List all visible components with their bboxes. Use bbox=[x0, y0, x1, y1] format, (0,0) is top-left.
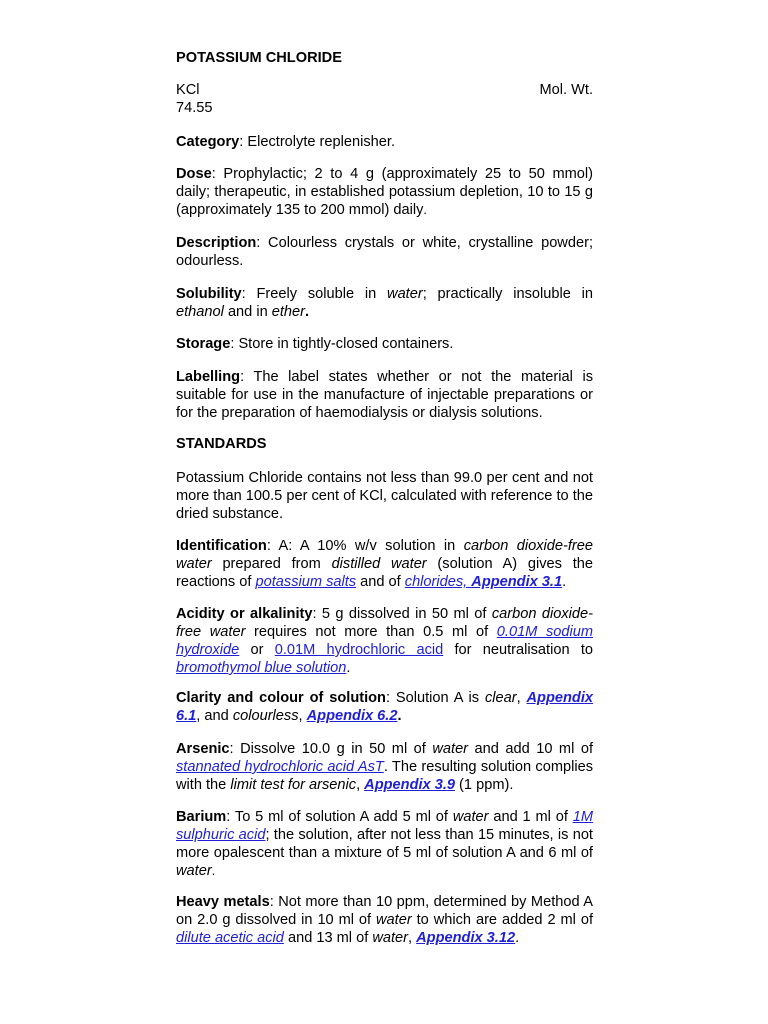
sulphuric-acid-link[interactable]: 1M sulphuric acid bbox=[176, 809, 594, 843]
barium-text: ; the solution, after not less than 15 minutes, is not more opalescent than a mixture of 5 ml of solution A and 6 ml of bbox=[176, 827, 593, 861]
acidity-text: for neutralisation to bbox=[443, 642, 593, 658]
acidity-text: : 5 g dissolved in 50 ml of bbox=[312, 606, 492, 622]
arsenic-text: , bbox=[356, 777, 365, 793]
solubility-section bbox=[176, 285, 593, 321]
storage-label: Storage bbox=[176, 336, 231, 352]
arsenic-text: and add 10 ml of bbox=[468, 741, 593, 757]
labelling-text: : The label states whether or not the material is suitable for use in the manufacture of injectable preparations or for the preparation of haemodialysis or dialysis solutions. bbox=[176, 369, 593, 421]
category-label: Category bbox=[176, 134, 240, 150]
solubility-text: and in bbox=[223, 304, 272, 320]
storage-section bbox=[176, 335, 593, 353]
stannated-hcl-link[interactable]: stannated hydrochloric acid AsT bbox=[176, 759, 384, 775]
heavy-metals-text: : Not more than 10 ppm, determined by Method A on 2.0 g dissolved in 10 ml of bbox=[176, 894, 593, 928]
barium-text: . bbox=[211, 864, 216, 878]
dose-end: . bbox=[423, 203, 427, 217]
identification-section bbox=[176, 537, 593, 591]
mol-wt-label: Mol. Wt. bbox=[539, 82, 593, 98]
clarity-clear: clear bbox=[484, 690, 517, 706]
acidity-label: Acidity or alkalinity bbox=[176, 606, 313, 622]
clarity-text: . bbox=[397, 708, 402, 724]
acidity-section bbox=[176, 605, 593, 677]
hydrochloric-acid-link[interactable]: 0.01M hydrochloric acid bbox=[274, 642, 444, 658]
barium-water: water bbox=[176, 863, 212, 879]
acidity-text: or bbox=[239, 642, 275, 658]
appendix-6-1-link[interactable]: Appendix 6.1 bbox=[176, 690, 593, 724]
description-label: Description bbox=[176, 235, 257, 251]
heavy-metals-water: water bbox=[372, 930, 409, 946]
heavy-metals-water: water bbox=[376, 912, 412, 928]
dose-label: Dose bbox=[176, 166, 212, 182]
barium-text: : To 5 ml of solution A add 5 ml of bbox=[226, 809, 453, 825]
identification-cdf-water: carbon dioxide-free water bbox=[176, 538, 593, 572]
standards-heading: STANDARDS bbox=[176, 436, 267, 452]
barium-label: Barium bbox=[176, 809, 227, 825]
clarity-text: , and bbox=[196, 708, 233, 724]
clarity-section bbox=[176, 689, 593, 725]
formula-block bbox=[176, 81, 593, 117]
identification-distilled-water: distilled water bbox=[331, 556, 427, 572]
solubility-text: . bbox=[305, 304, 310, 320]
identification-text: . bbox=[562, 574, 567, 590]
solubility-water: water bbox=[387, 286, 423, 302]
identification-text: and of bbox=[356, 574, 405, 590]
storage-text: : Store in tightly-closed containers. bbox=[230, 336, 454, 352]
appendix-3-12-link[interactable]: Appendix 3.12 bbox=[416, 930, 516, 946]
clarity-colourless: colourless bbox=[232, 708, 299, 724]
arsenic-limit-test: limit test for arsenic bbox=[230, 777, 357, 793]
acidity-text: . bbox=[346, 660, 351, 676]
chemical-formula: KCl bbox=[176, 82, 200, 98]
heavy-metals-text: to which are added 2 ml of bbox=[411, 912, 593, 928]
arsenic-text: (1 ppm). bbox=[455, 777, 514, 793]
solubility-ether: ether bbox=[271, 304, 306, 320]
solubility-text: ; practically insoluble in bbox=[422, 286, 593, 302]
category-text: : Electrolyte replenisher. bbox=[239, 134, 396, 150]
arsenic-text: . The resulting solution complies with the bbox=[176, 759, 594, 793]
sodium-hydroxide-link[interactable]: 0.01M sodium hydroxide bbox=[176, 624, 593, 658]
bromothymol-blue-link[interactable]: bromothymol blue solution bbox=[176, 660, 347, 676]
standards-text: Potassium Chloride contains not less than 99.0 per cent and not more than 100.5 per cent of KCl, calculated with reference to the dried substance. bbox=[176, 470, 593, 522]
dose-text: : Prophylactic; 2 to 4 g (approximately 25 to 50 mmol) daily; therapeutic, in established potassium depletion, 10 to 15 g (approximately 135 to 200 mmol) daily bbox=[176, 166, 593, 218]
clarity-text: , bbox=[516, 690, 527, 706]
identification-text: prepared from bbox=[211, 556, 332, 572]
description-text: : Colourless crystals or white, crystalline powder; odourless. bbox=[176, 235, 593, 269]
chlorides-link[interactable]: chlorides, bbox=[404, 574, 472, 590]
appendix-3-1-link[interactable]: Appendix 3.1 bbox=[471, 574, 563, 590]
identification-label: Identification bbox=[176, 538, 267, 554]
identification-text: (solution A) gives the reactions of bbox=[176, 556, 593, 590]
appendix-3-9-link[interactable]: Appendix 3.9 bbox=[364, 777, 455, 793]
barium-section bbox=[176, 808, 593, 880]
appendix-6-2-link[interactable]: Appendix 6.2 bbox=[306, 708, 398, 724]
heavy-metals-text: . bbox=[515, 930, 520, 946]
clarity-text: : Solution A is bbox=[385, 690, 485, 706]
identification-text: : A: A 10% w/v solution in bbox=[266, 538, 464, 554]
heavy-metals-text: , bbox=[408, 930, 417, 946]
solubility-ethanol: ethanol bbox=[176, 304, 224, 320]
category-section bbox=[176, 133, 593, 151]
mol-wt-value: 74.55 bbox=[176, 100, 213, 116]
acidity-cdf-water: carbon dioxide-free water bbox=[176, 606, 593, 640]
heavy-metals-text: and 13 ml of bbox=[283, 930, 373, 946]
labelling-label: Labelling bbox=[176, 369, 241, 385]
potassium-salts-link[interactable]: potassium salts bbox=[255, 574, 357, 590]
dilute-acetic-acid-link[interactable]: dilute acetic acid bbox=[176, 930, 284, 946]
arsenic-label: Arsenic bbox=[176, 741, 230, 757]
arsenic-text: : Dissolve 10.0 g in 50 ml of bbox=[229, 741, 433, 757]
monograph-title: POTASSIUM CHLORIDE bbox=[176, 50, 342, 66]
clarity-label: Clarity and colour of solution bbox=[176, 690, 386, 706]
solubility-text: : Freely soluble in bbox=[241, 286, 388, 302]
dose-section bbox=[176, 165, 593, 219]
barium-water: water bbox=[452, 809, 489, 825]
acidity-text: requires not more than 0.5 ml of bbox=[245, 624, 497, 640]
labelling-section bbox=[176, 368, 593, 422]
heavy-metals-label: Heavy metals bbox=[176, 894, 270, 910]
barium-text: and 1 ml of bbox=[488, 809, 573, 825]
description-section bbox=[176, 234, 593, 270]
arsenic-water: water bbox=[432, 741, 469, 757]
clarity-text: , bbox=[298, 708, 307, 724]
heavy-metals-section bbox=[176, 893, 593, 947]
arsenic-section bbox=[176, 740, 593, 794]
solubility-label: Solubility bbox=[176, 286, 242, 302]
